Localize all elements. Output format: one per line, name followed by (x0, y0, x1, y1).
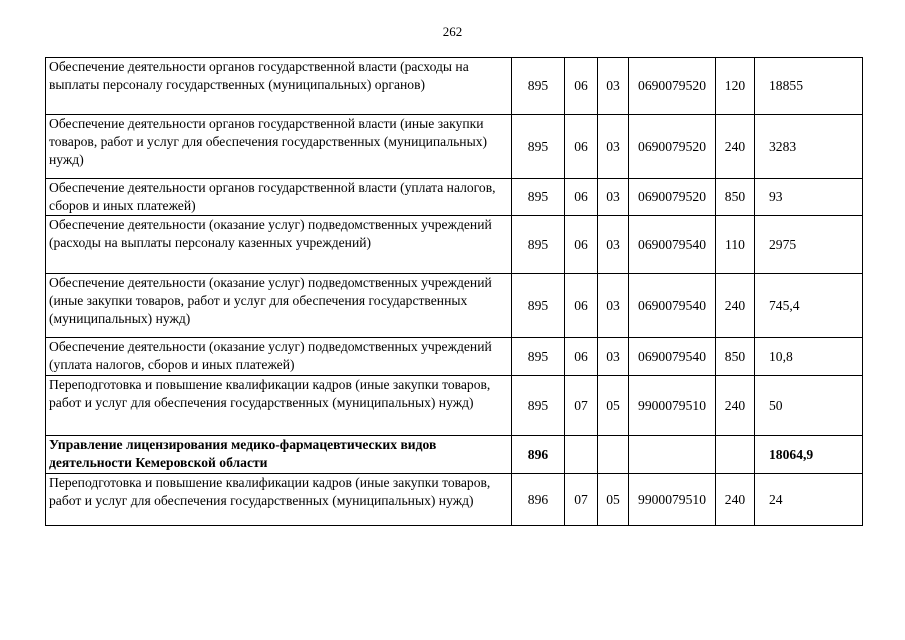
row-subsection-code: 03 (598, 216, 629, 274)
row-amount: 3283 (755, 115, 863, 179)
row-expense-type-code: 850 (716, 338, 755, 376)
row-expense-type-code: 120 (716, 58, 755, 115)
row-section-code: 06 (565, 58, 598, 115)
row-ministry-code: 895 (512, 58, 565, 115)
table-row (46, 179, 863, 216)
row-target-code: 9900079510 (629, 474, 716, 526)
row-amount: 2975 (755, 216, 863, 274)
row-subsection-code: 03 (598, 274, 629, 338)
row-amount: 18064,9 (755, 436, 863, 474)
row-subsection-code: 03 (598, 58, 629, 115)
row-target-code: 0690079540 (629, 274, 716, 338)
row-ministry-code: 895 (512, 376, 565, 436)
row-subsection-code (598, 436, 629, 474)
row-target-code (629, 436, 716, 474)
row-target-code: 0690079520 (629, 179, 716, 216)
row-name: Переподготовка и повышение квалификации кадров (иные закупки товаров, работ и услуг для обеспечения государственных (муниципальных) нужд) (46, 474, 512, 526)
row-amount: 745,4 (755, 274, 863, 338)
row-section-code: 07 (565, 474, 598, 526)
page-number: 262 (442, 24, 463, 39)
table-row (46, 338, 863, 376)
row-subsection-code: 03 (598, 115, 629, 179)
table-row (46, 115, 863, 179)
row-amount: 50 (755, 376, 863, 436)
row-name: Обеспечение деятельности (оказание услуг) подведомственных учреждений (уплата налогов, сборов и иных платежей) (46, 338, 512, 376)
row-subsection-code: 05 (598, 474, 629, 526)
row-subsection-code: 05 (598, 376, 629, 436)
row-name: Обеспечение деятельности органов государственной власти (иные закупки товаров, работ и услуг для обеспечения государственных (муниципальных) нужд) (46, 115, 512, 179)
row-section-code: 06 (565, 179, 598, 216)
row-amount: 10,8 (755, 338, 863, 376)
row-section-code: 06 (565, 274, 598, 338)
row-amount: 93 (755, 179, 863, 216)
table-row (46, 376, 863, 436)
row-expense-type-code: 850 (716, 179, 755, 216)
table-row (46, 216, 863, 274)
row-expense-type-code: 240 (716, 474, 755, 526)
row-expense-type-code: 240 (716, 115, 755, 179)
row-expense-type-code: 240 (716, 274, 755, 338)
row-subsection-code: 03 (598, 338, 629, 376)
row-subsection-code: 03 (598, 179, 629, 216)
row-target-code: 0690079540 (629, 216, 716, 274)
table-row (46, 474, 863, 526)
row-ministry-code: 895 (512, 338, 565, 376)
row-name: Управление лицензирования медико-фармацевтических видов деятельности Кемеровской области (46, 436, 512, 474)
budget-table (45, 57, 863, 526)
row-target-code: 0690079520 (629, 115, 716, 179)
row-ministry-code: 895 (512, 274, 565, 338)
table-row (46, 436, 863, 474)
row-ministry-code: 895 (512, 216, 565, 274)
row-section-code: 06 (565, 338, 598, 376)
table-row (46, 274, 863, 338)
row-expense-type-code: 240 (716, 376, 755, 436)
row-section-code: 06 (565, 216, 598, 274)
row-amount: 18855 (755, 58, 863, 115)
row-name: Переподготовка и повышение квалификации кадров (иные закупки товаров, работ и услуг для обеспечения государственных (муниципальных) нужд) (46, 376, 512, 436)
row-name: Обеспечение деятельности (оказание услуг) подведомственных учреждений (иные закупки товаров, работ и услуг для обеспечения государственных (муниципальных) нужд) (46, 274, 512, 338)
row-name: Обеспечение деятельности органов государственной власти (расходы на выплаты персоналу государственных (муниципальных) органов) (46, 58, 512, 115)
row-section-code: 06 (565, 115, 598, 179)
row-name: Обеспечение деятельности органов государственной власти (уплата налогов, сборов и иных платежей) (46, 179, 512, 216)
row-ministry-code: 895 (512, 115, 565, 179)
row-ministry-code: 895 (512, 179, 565, 216)
table-row (46, 58, 863, 115)
row-target-code: 9900079510 (629, 376, 716, 436)
row-ministry-code: 896 (512, 436, 565, 474)
row-section-code: 07 (565, 376, 598, 436)
row-target-code: 0690079520 (629, 58, 716, 115)
row-name: Обеспечение деятельности (оказание услуг) подведомственных учреждений (расходы на выплаты персоналу казенных учреждений) (46, 216, 512, 274)
row-amount: 24 (755, 474, 863, 526)
row-expense-type-code (716, 436, 755, 474)
row-ministry-code: 896 (512, 474, 565, 526)
row-target-code: 0690079540 (629, 338, 716, 376)
table-body (46, 58, 863, 526)
row-section-code (565, 436, 598, 474)
row-expense-type-code: 110 (716, 216, 755, 274)
